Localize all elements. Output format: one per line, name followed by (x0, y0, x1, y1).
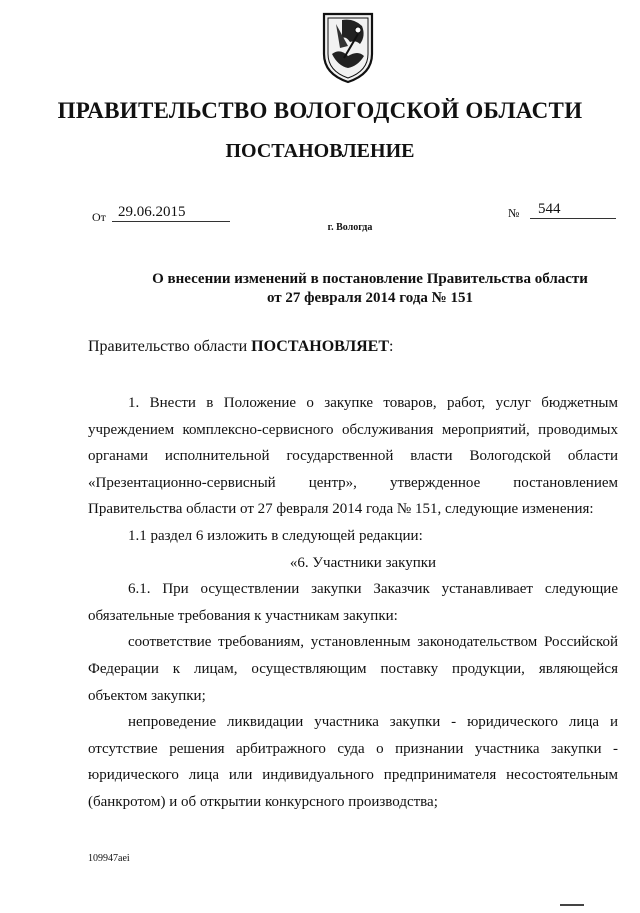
preamble-colon: : (389, 338, 394, 355)
government-title: ПРАВИТЕЛЬСТВО ВОЛОГОДСКОЙ ОБЛАСТИ (57, 98, 583, 123)
paragraph-6-1: 6.1. При осуществлении закупки Заказчик устанавливает следующие обязательные требования к участникам закупки: (88, 581, 618, 624)
preamble-verb: ПОСТАНОВЛЯЕТ (251, 338, 390, 355)
city: г. Вологда (327, 222, 373, 233)
document-number: 544 (530, 201, 616, 219)
date-label: От (92, 210, 106, 224)
subject-line-2: от 27 февраля 2014 года № 151 (267, 290, 473, 306)
preamble (88, 338, 393, 356)
document-subject (120, 270, 620, 308)
document-date: 29.06.2015 (112, 204, 230, 222)
requirement-1: соответствие требованиям, установленным законодательством Российской Федерации к лицам, осуществляющим поставку продукции, являющейся объектом закупки; (88, 634, 618, 704)
paragraph-1: 1. Внести в Положение о закупке товаров, работ, услуг бюджетным учреждением комплексно-сервисного обслуживания мероприятий, проводимых органами исполнительной государственной власти Вологодской области «Презентационно-сервисный центр», утвержденное постановлением Правительства области от 27 февраля 2014 года № 151, следующие изменения: (88, 395, 618, 518)
scan-artifact (560, 895, 584, 899)
requirement-2: непроведение ликвидации участника закупки - юридического лица и отсутствие решения арбитражного суда о признании участника закупки - юридического лица или индивидуального предпринимателя несостоятельным (банкротом) и об открытии конкурсного производства; (88, 714, 618, 810)
number-label: № (508, 206, 520, 220)
document-body (88, 390, 618, 816)
footer-code: 109947aei (88, 853, 130, 864)
coat-of-arms-icon (318, 10, 378, 86)
paragraph-2: 1.1 раздел 6 изложить в следующей редакции: (128, 527, 423, 544)
subject-line-1: О внесении изменений в постановление Правительства области (152, 271, 588, 287)
section-heading: «6. Участники закупки (289, 554, 437, 571)
preamble-text: Правительство области (88, 338, 252, 355)
document-type: ПОСТАНОВЛЕНИЕ (225, 140, 415, 162)
